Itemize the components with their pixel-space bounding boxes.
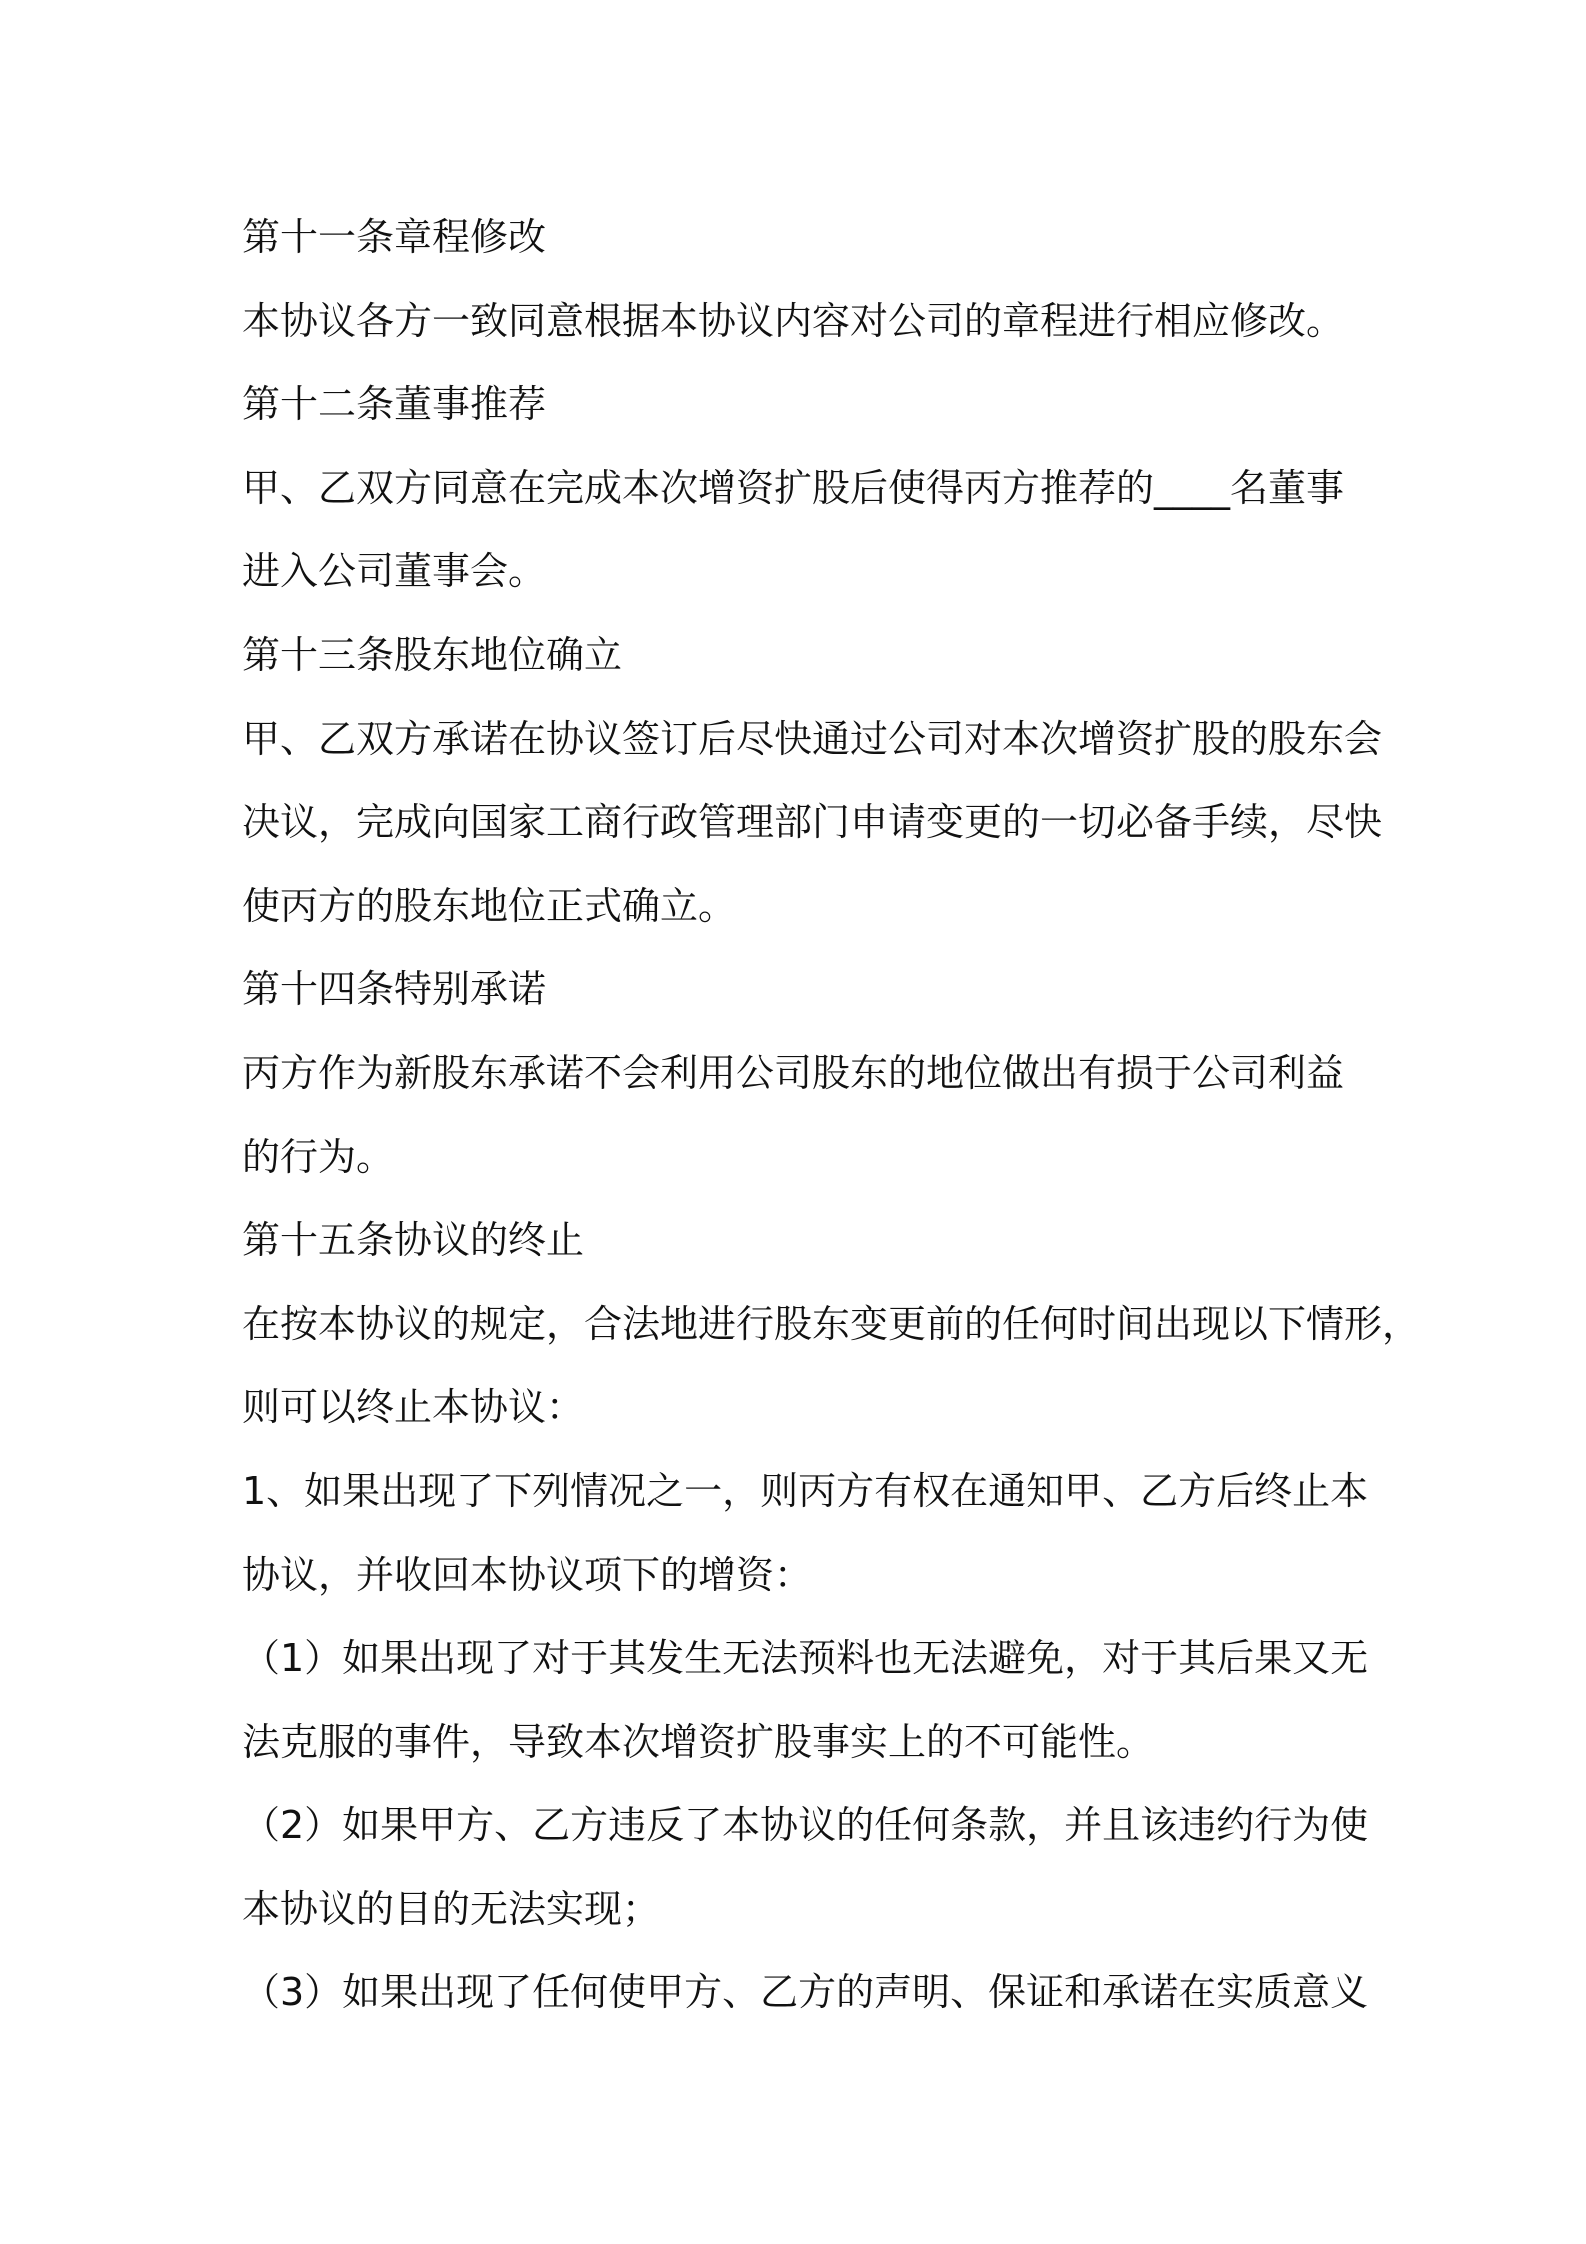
clause-1-item-1-line-1: （1）如果出现了对于其发生无法预料也无法避免，对于其后果又无 [242,1636,1369,1681]
article-12-heading: 第十二条董事推荐 [242,382,547,427]
clause-1-line-2: 协议，并收回本协议项下的增资： [242,1552,813,1597]
clause-1-item-2-line-1: （2）如果甲方、乙方违反了本协议的任何条款，并且该违约行为使 [242,1803,1369,1848]
article-15-text-line-2: 则可以终止本协议： [242,1385,585,1430]
article-11-heading: 第十一条章程修改 [242,215,547,259]
article-14-heading: 第十四条特别承诺 [242,967,547,1012]
clause-1-item-2-line-2: 本协议的目的无法实现； [242,1886,661,1931]
article-14-text-line-1: 丙方作为新股东承诺不会利用公司股东的地位做出有损于公司利益 [242,1050,1345,1095]
article-13-text-line-2: 决议，完成向国家工商行政管理部门申请变更的一切必备手续，尽快 [242,800,1383,845]
article-12-text-line-2: 进入公司董事会。 [242,549,547,594]
article-13-heading: 第十三条股东地位确立 [242,632,623,677]
article-14-text-line-2: 的行为。 [242,1134,395,1179]
article-11-text: 本协议各方一致同意根据本协议内容对公司的章程进行相应修改。 [242,298,1345,343]
article-13-text-line-1: 甲、乙双方承诺在协议签订后尽快通过公司对本次增资扩股的股东会 [242,716,1383,761]
clause-1-item-3-line-1: （3）如果出现了任何使甲方、乙方的声明、保证和承诺在实质意义 [242,1970,1369,2015]
clause-1-line-1: 1、如果出现了下列情况之一，则丙方有权在通知甲、乙方后终止本 [242,1468,1369,1513]
article-15-heading: 第十五条协议的终止 [242,1218,585,1263]
article-12-text-line-1: 甲、乙双方同意在完成本次增资扩股后使得丙方推荐的____名董事 [242,465,1345,510]
article-13-text-line-3: 使丙方的股东地位正式确立。 [242,883,737,928]
clause-1-item-1-line-2: 法克服的事件，导致本次增资扩股事实上的不可能性。 [242,1719,1155,1764]
article-15-text-line-1: 在按本协议的规定，合法地进行股东变更前的任何时间出现以下情形， [242,1301,1421,1346]
document-body [242,196,1421,2035]
